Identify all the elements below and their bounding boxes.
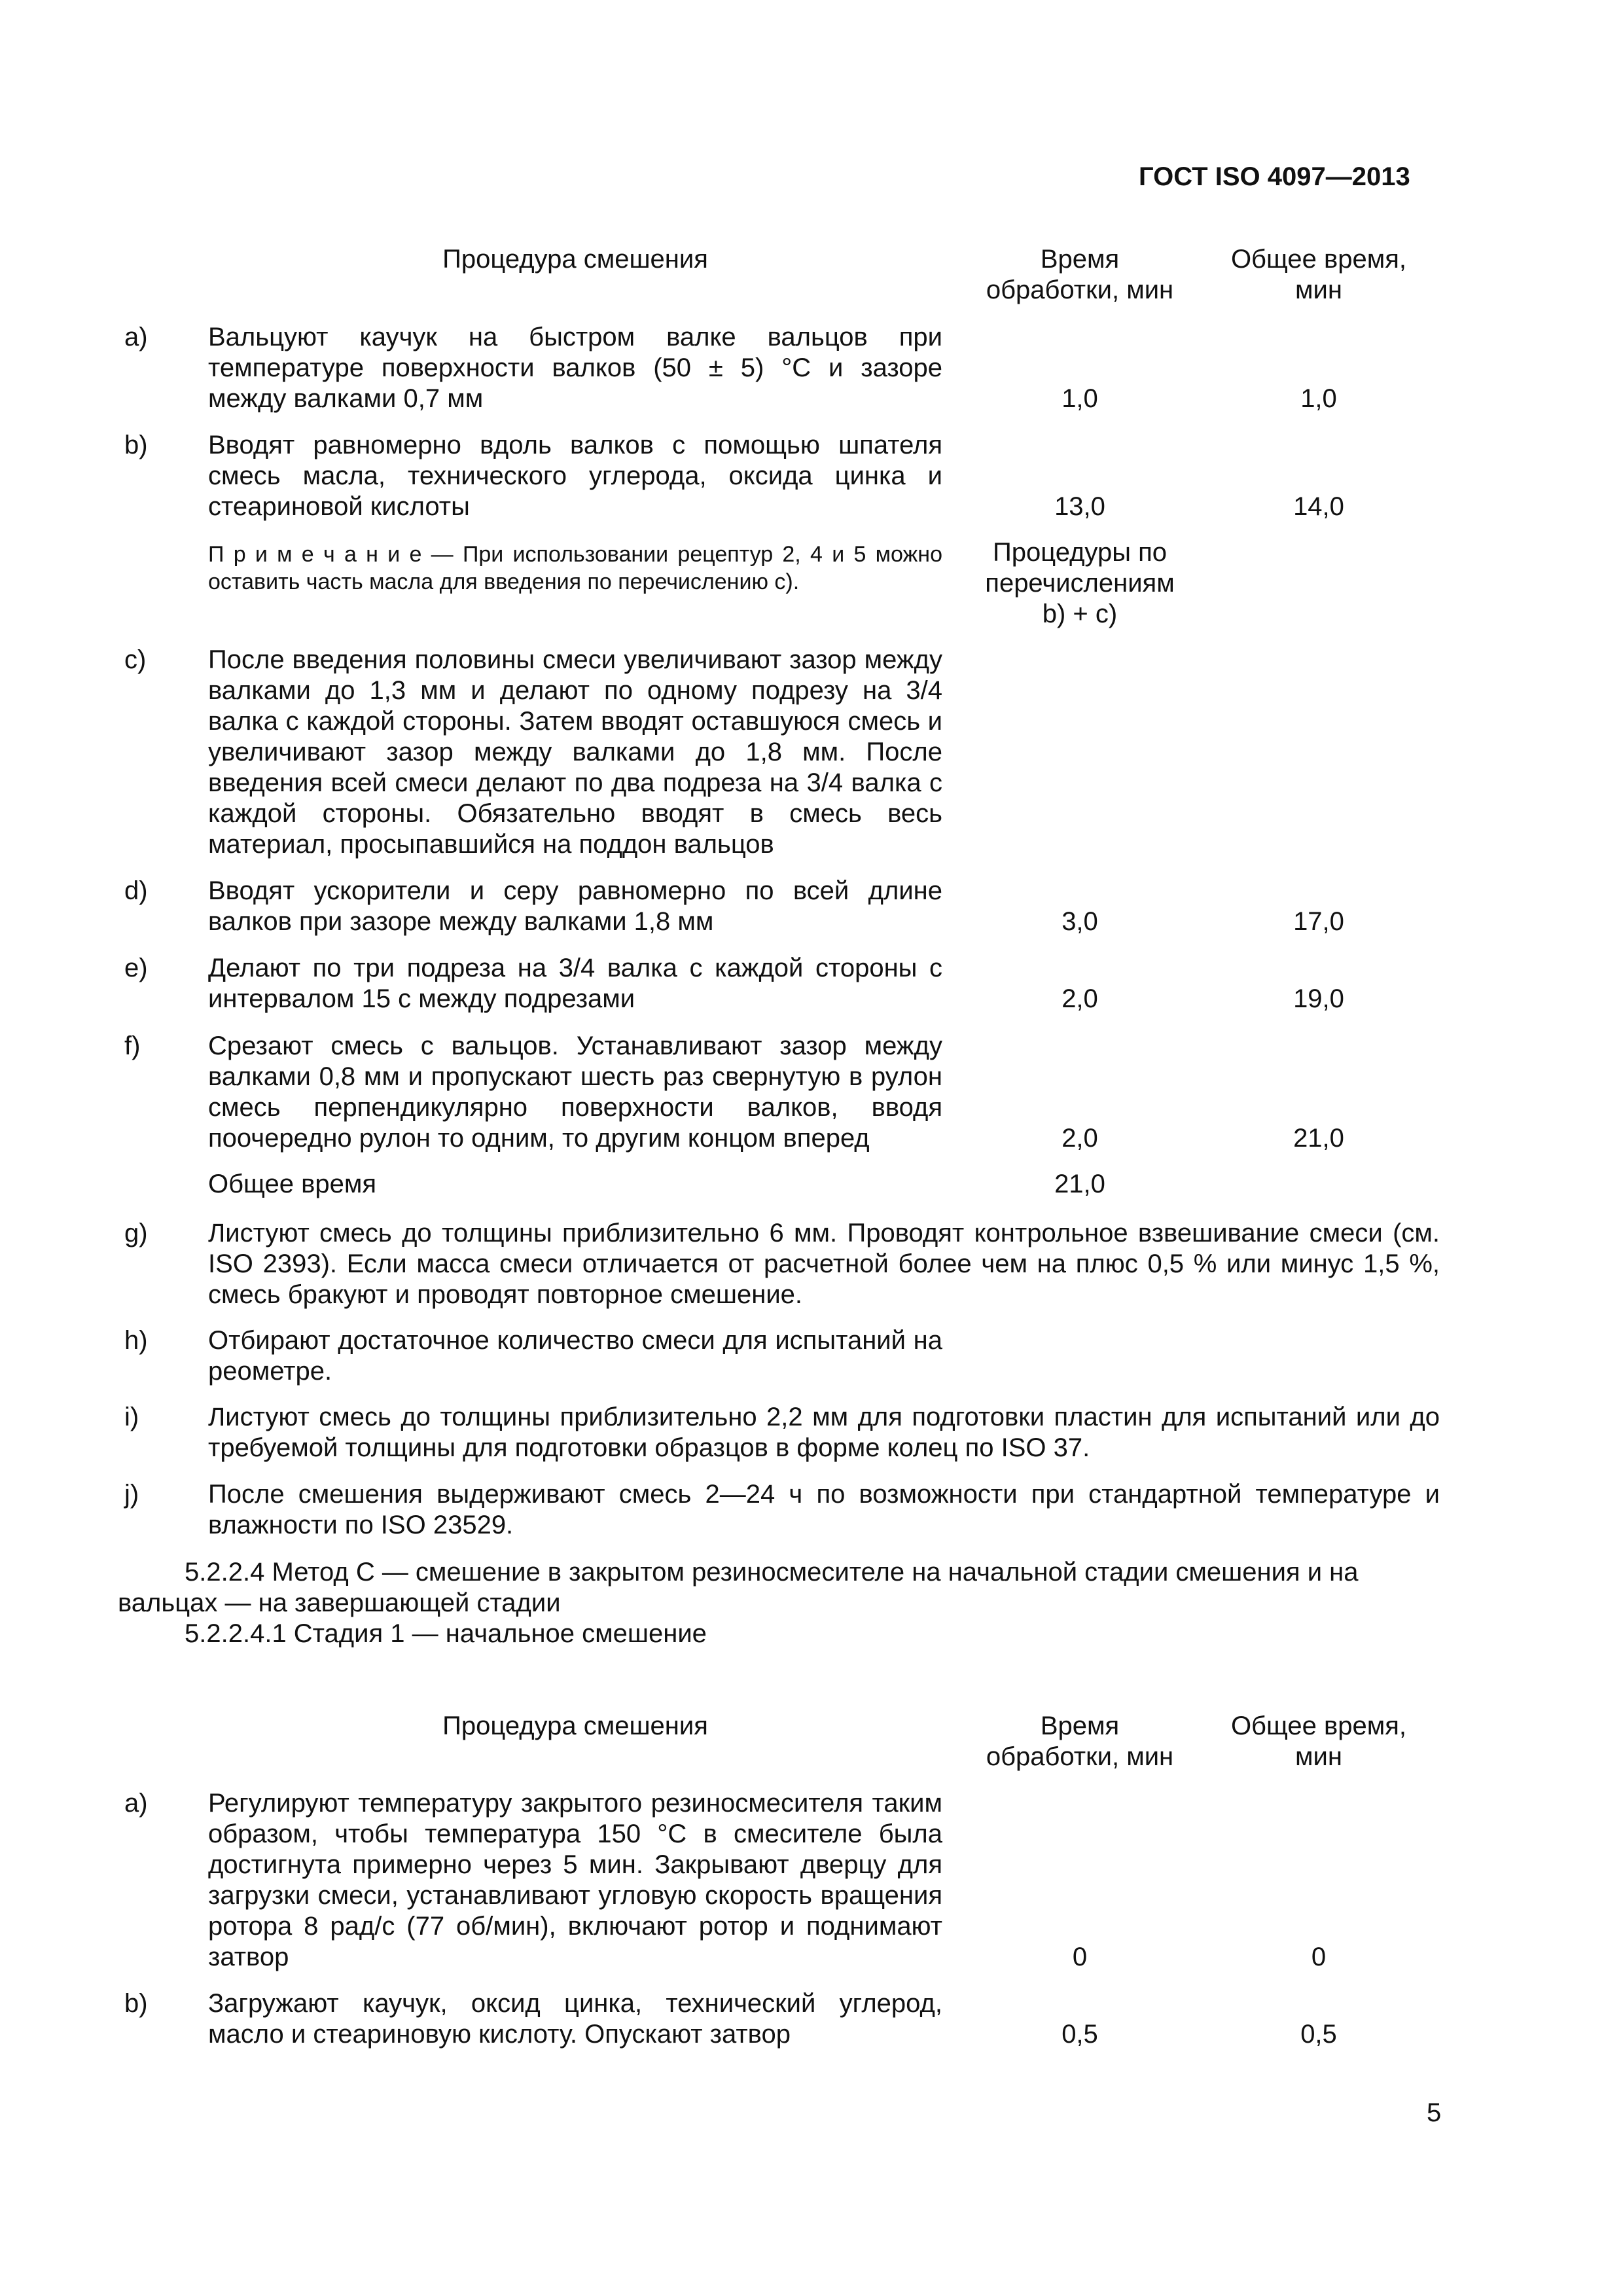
col-time-header — [965, 1711, 1194, 1772]
col-total-header-line2: мин — [1295, 276, 1342, 304]
row-letter: b) — [124, 431, 148, 459]
row-letter: а) — [124, 323, 148, 351]
row-text: После введения половины смеси увеличивают зазор между валками до 1,3 мм и делают по одному подрезу на 3/4 валка с каждой стороны. Затем вводят оставшуюся смесь и увеличивают зазор между валками до 1,8 мм. После введения всей смеси делают по два подреза на 3/4 валка с каждой стороны. Обязательно вводят в смесь весь материал, просыпавшийся на поддон вальцов — [208, 645, 942, 859]
item-letter: i) — [124, 1403, 139, 1431]
subsection-heading: 5.2.2.4.1 Стадия 1 — начальное смешение — [185, 1619, 707, 1648]
row-text: Делают по три подреза на 3/4 валка с каждой стороны с интервалом 15 с между подрезами — [208, 954, 942, 1013]
row-text: Вводят ускорители и серу равномерно по всей длине валков при зазоре между валками 1,8 мм — [208, 876, 942, 936]
col-procedure-header: Процедура смешения — [442, 1712, 708, 1740]
row-text: Загружают каучук, оксид цинка, технический углерод, масло и стеариновую кислоту. Опускают затвор — [208, 1989, 942, 2049]
row-letter: е) — [124, 954, 148, 982]
col-time-header-line1: Время — [1040, 245, 1120, 274]
row-time: 1,0 — [1061, 384, 1098, 413]
section-heading-line2: вальцах — на завершающей стадии — [118, 1588, 561, 1617]
item-text: Листуют смесь до толщины приблизительно 6 мм. Проводят контрольное взвешивание смеси (см. ISO 2393). Если масса смеси отличается от расчетной более чем на плюс 0,5 % или минус 1,5 %, смесь бракуют и проводят повторное смешение. — [208, 1219, 1440, 1309]
col-total-header-line1: Общее время, — [1230, 1712, 1407, 1740]
col-total-header-line1: Общее время, — [1230, 245, 1407, 274]
row-time: 13,0 — [1054, 492, 1105, 521]
row-text: Регулируют температуру закрытого резиносмесителя таким образом, чтобы температура 150 °С в смесителе была достигнута примерно через 5 мин. Закрывают дверцу для загрузки смеси, устанавливают угловую скорость вращения ротора 8 рад/с (77 об/мин), включают ротор и поднимают затвор — [208, 1789, 942, 1971]
col-procedure-header: Процедура смешения — [442, 245, 708, 274]
row-time: 2,0 — [1061, 1124, 1098, 1153]
row-letter: а) — [124, 1789, 148, 1818]
note-label: П р и м е ч а н и е — [208, 542, 422, 567]
col-time-header-line2: обработки, мин — [986, 276, 1174, 304]
col-total-header — [1204, 244, 1433, 306]
row-letter: f) — [124, 1031, 141, 1060]
row-letter: d) — [124, 876, 148, 905]
section-heading — [118, 1557, 1440, 1619]
row-time: 3,0 — [1061, 907, 1098, 936]
item-letter: g) — [124, 1219, 148, 1247]
item-letter: j) — [124, 1480, 139, 1509]
item-text: Отбирают достаточное количество смеси для испытаний на реометре. — [208, 1326, 942, 1386]
row-time: 0 — [1072, 1943, 1088, 1971]
total-label: Общее время — [208, 1170, 376, 1198]
row-total: 0 — [1311, 1943, 1327, 1971]
row-text: Срезают смесь с вальцов. Устанавливают зазор между валками 0,8 мм и пропускают шесть раз свернутую в рулон смесь перпендикулярно поверхности валков, вводя поочередно рулон то одним, то другим концом вперед — [208, 1031, 942, 1153]
item-text: Листуют смесь до толщины приблизительно 2,2 мм для подготовки пластин для испытаний или до требуемой толщины для подготовки образцов в форме колец по ISO 37. — [208, 1403, 1440, 1462]
col-total-header — [1204, 1711, 1433, 1772]
col-time-header-line2: обработки, мин — [986, 1742, 1174, 1771]
note-reference-line3: b) + с) — [1042, 600, 1118, 628]
row-text: Вводят равномерно вдоль валков с помощью шпателя смесь масла, технического углерода, оксида цинка и стеариновой кислоты — [208, 431, 942, 521]
section-heading-line1: 5.2.2.4 Метод С — смешение в закрытом резиносмесителе на начальной стадии смешения и на — [185, 1558, 1359, 1587]
col-time-header-line1: Время — [1040, 1712, 1120, 1740]
note-reference — [965, 537, 1194, 630]
row-letter: с) — [124, 645, 147, 674]
row-time: 0,5 — [1061, 2020, 1098, 2049]
note-body: — При использовании рецептур 2, 4 и 5 можно оставить часть масла для введения по перечислению с). — [208, 542, 942, 594]
total-time: 21,0 — [1054, 1170, 1105, 1198]
col-total-header-line2: мин — [1295, 1742, 1342, 1771]
row-total: 17,0 — [1293, 907, 1344, 936]
row-total: 0,5 — [1300, 2020, 1337, 2049]
item-text: После смешения выдерживают смесь 2—24 ч по возможности при стандартной температуре и влажности по ISO 23529. — [208, 1480, 1440, 1539]
row-text: Вальцуют каучук на быстром валке вальцов при температуре поверхности валков (50 ± 5) °С и зазоре между валками 0,7 мм — [208, 323, 942, 413]
note-reference-line2: перечислениям — [985, 569, 1175, 598]
item-letter: h) — [124, 1326, 148, 1355]
row-letter: b) — [124, 1989, 148, 2018]
row-total: 19,0 — [1293, 984, 1344, 1013]
note-text — [208, 541, 942, 596]
row-total: 14,0 — [1293, 492, 1344, 521]
note-reference-line1: Процедуры по — [993, 538, 1167, 567]
row-total: 1,0 — [1300, 384, 1337, 413]
document-number: ГОСТ ISO 4097—2013 — [1139, 162, 1410, 191]
col-time-header — [965, 244, 1194, 306]
row-total: 21,0 — [1293, 1124, 1344, 1153]
page-number: 5 — [1427, 2098, 1442, 2127]
row-time: 2,0 — [1061, 984, 1098, 1013]
